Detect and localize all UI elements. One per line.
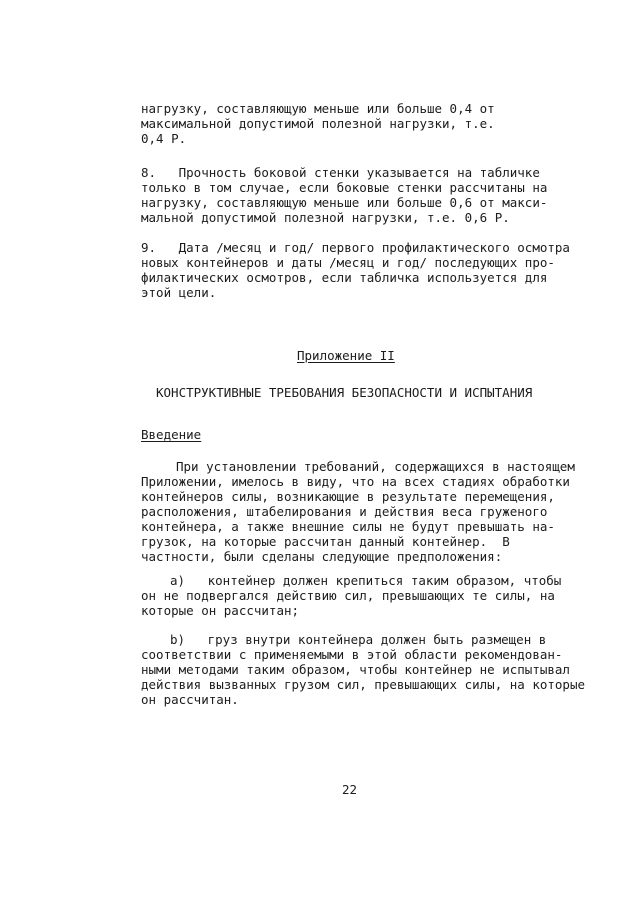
item-b-line: b) груз внутри контейнера должен быть размещен в bbox=[170, 632, 547, 647]
section-title: КОНСТРУКТИВНЫЕ ТРЕБОВАНИЯ БЕЗОПАСНОСТИ И ИСПЫТАНИЯ bbox=[156, 385, 533, 400]
text-line: которые он рассчитан; bbox=[141, 603, 300, 618]
appendix-title: Приложение II bbox=[297, 348, 395, 363]
text-line: частности, были сделаны следующие предположения: bbox=[141, 549, 503, 564]
text-line: мальной допустимой полезной нагрузки, т.е. 0,6 P. bbox=[141, 210, 510, 225]
item-9-line: 9. Дата /месяц и год/ первого профилактического осмотра bbox=[141, 240, 570, 255]
text-line: соответствии с применяемыми в этой области рекомендован- bbox=[141, 647, 563, 662]
text-line: филактических осмотров, если табличка используется для bbox=[141, 270, 548, 285]
text-line: он рассчитан. bbox=[141, 692, 239, 707]
text-line: 0,4 P. bbox=[141, 131, 187, 146]
introduction-heading: Введение bbox=[141, 427, 202, 442]
item-a-line: а) контейнер должен крепиться таким образом, чтобы bbox=[170, 573, 562, 588]
text-line: При установлении требований, содержащихся в настоящем bbox=[176, 459, 575, 474]
text-line: Приложении, имелось в виду, что на всех стадиях обработки bbox=[141, 474, 570, 489]
text-line: действия вызванных грузом сил, превышающих силы, на которые bbox=[141, 677, 586, 692]
text-line: нагрузку, составляющую меньше или больше 0,4 от bbox=[141, 101, 495, 116]
text-line: только в том случае, если боковые стенки рассчитаны на bbox=[141, 180, 548, 195]
text-line: контейнера, а также внешние силы не будут превышать на- bbox=[141, 519, 555, 534]
text-line: расположения, штабелирования и действия веса груженого bbox=[141, 504, 548, 519]
text-line: максимальной допустимой полезной нагрузки, т.е. bbox=[141, 116, 495, 131]
text-line: ными методами таким образом, чтобы контейнер не испытывал bbox=[141, 662, 570, 677]
text-line: нагрузку, составляющую меньше или больше 0,6 от макси- bbox=[141, 195, 548, 210]
text-line: грузок, на которые рассчитан данный контейнер. В bbox=[141, 534, 510, 549]
text-line: этой цели. bbox=[141, 285, 217, 300]
text-line: контейнеров силы, возникающие в результате перемещения, bbox=[141, 489, 555, 504]
text-line: он не подвергался действию сил, превышающих те силы, на bbox=[141, 588, 555, 603]
page-number: 22 bbox=[342, 782, 358, 797]
text-line: новых контейнеров и даты /месяц и год/ последующих про- bbox=[141, 255, 555, 270]
item-8-line: 8. Прочность боковой стенки указывается на табличке bbox=[141, 165, 540, 180]
